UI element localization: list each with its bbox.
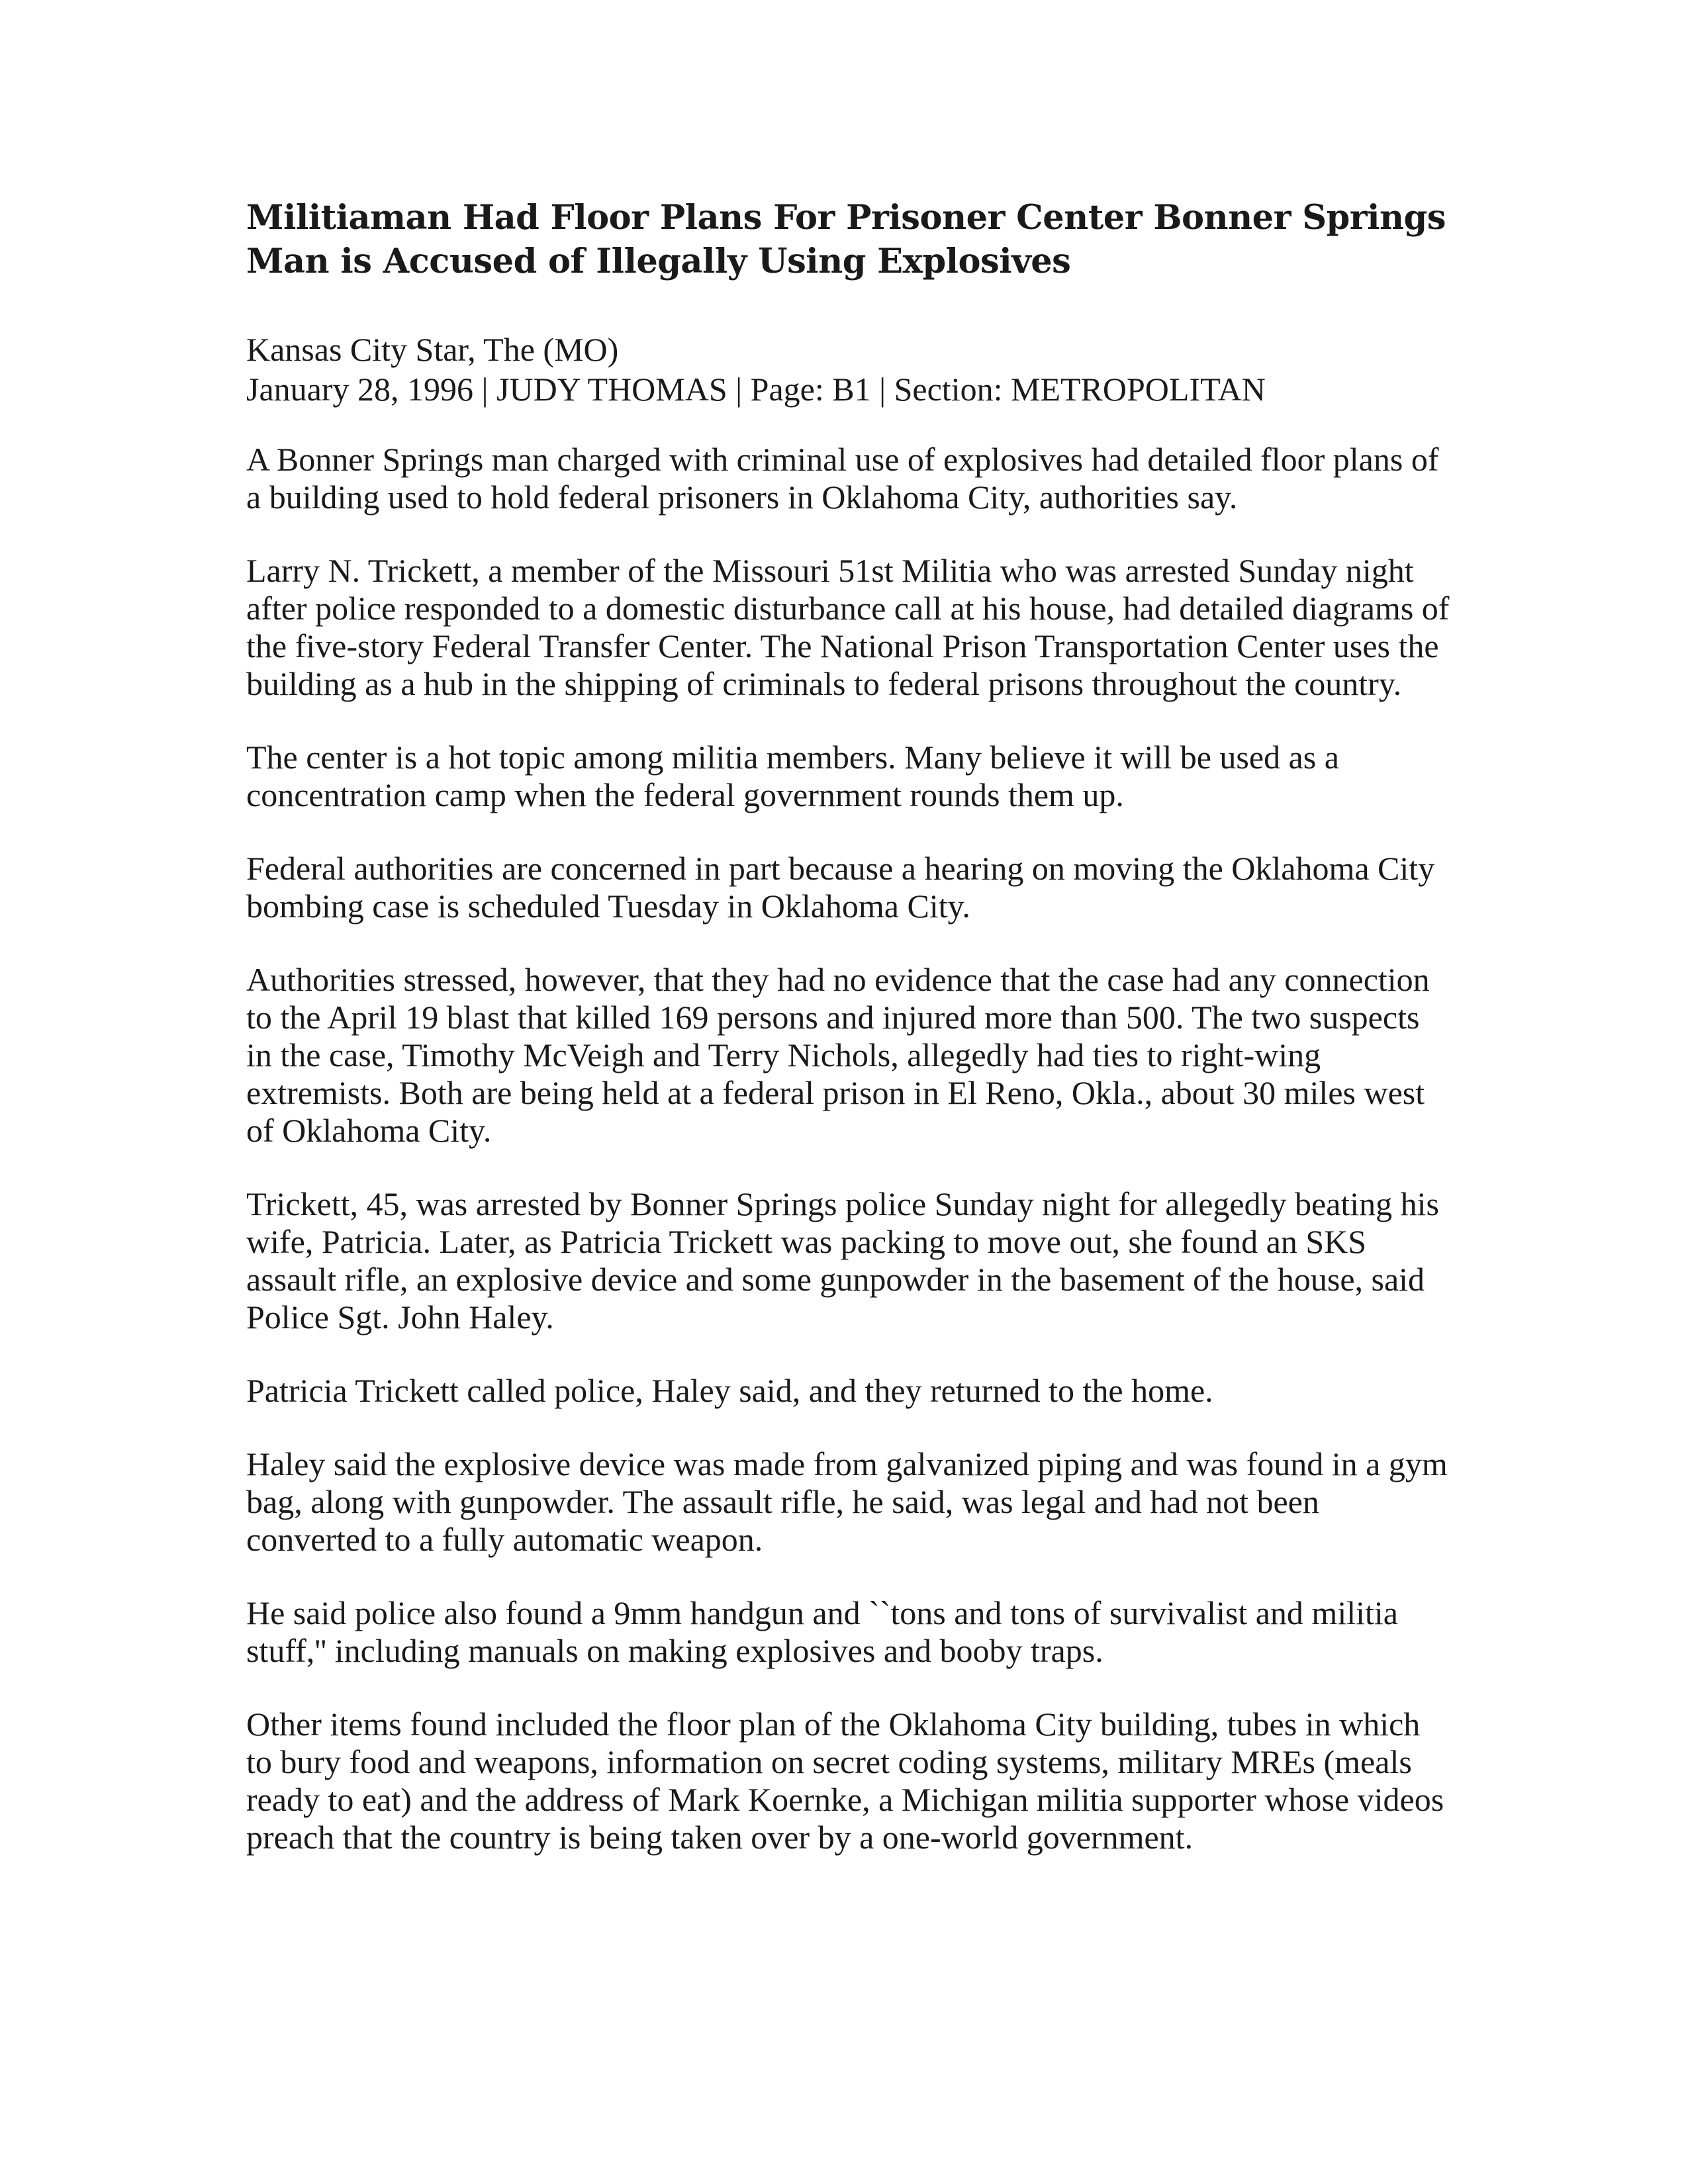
article bbox=[246, 196, 1451, 1892]
article-source: Kansas City Star, The (MO) bbox=[246, 331, 619, 368]
article-meta bbox=[246, 330, 1451, 409]
article-paragraph: Haley said the explosive device was made from galvanized piping and was found in a gym bag, along with gunpowder. The assault rifle, he said, was legal and had not been converted to a fully automatic weapon. bbox=[246, 1445, 1448, 1558]
article-paragraph: Patricia Trickett called police, Haley said, and they returned to the home. bbox=[246, 1372, 1213, 1409]
article-byline: January 28, 1996 | JUDY THOMAS | Page: B1 | Section: METROPOLITAN bbox=[246, 371, 1266, 408]
article-paragraph: He said police also found a 9mm handgun and ``tons and tons of survivalist and militia stuff,'' including manuals on making explosives and booby traps. bbox=[246, 1594, 1398, 1669]
article-paragraph: Federal authorities are concerned in part because a hearing on moving the Oklahoma City bombing case is scheduled Tuesday in Oklahoma City. bbox=[246, 850, 1435, 925]
article-body bbox=[246, 441, 1451, 1856]
article-paragraph: A Bonner Springs man charged with criminal use of explosives had detailed floor plans of a building used to hold federal prisoners in Oklahoma City, authorities say. bbox=[246, 441, 1439, 516]
article-paragraph: The center is a hot topic among militia members. Many believe it will be used as a concentration camp when the federal government rounds them up. bbox=[246, 739, 1339, 813]
article-paragraph: Other items found included the floor plan of the Oklahoma City building, tubes in which to bury food and weapons, information on secret coding systems, military MREs (meals ready to eat) and the address of Mark Koernke, a Michigan militia supporter whose videos preach that the country is being taken over by a one-world government. bbox=[246, 1706, 1444, 1856]
article-paragraph: Trickett, 45, was arrested by Bonner Springs police Sunday night for allegedly beating his wife, Patricia. Later, as Patricia Trickett was packing to move out, she found an SKS assault rifle, an explosive device and some gunpowder in the basement of the house, said Police Sgt. John Haley. bbox=[246, 1185, 1440, 1336]
article-headline: Militiaman Had Floor Plans For Prisoner Center Bonner Springs Man is Accused of Illegally Using Explosives bbox=[246, 198, 1446, 281]
article-paragraph: Larry N. Trickett, a member of the Missouri 51st Militia who was arrested Sunday night after police responded to a domestic disturbance call at his house, had detailed diagrams of the five-story Federal Transfer Center. The National Prison Transportation Center uses the building as a hub in the shipping of criminals to federal prisons throughout the country. bbox=[246, 552, 1450, 702]
article-paragraph: Authorities stressed, however, that they had no evidence that the case had any connection to the April 19 blast that killed 169 persons and injured more than 500. The two suspects in the case, Timothy McVeigh and Terry Nichols, allegedly had ties to right-wing extremists. Both are being held at a federal prison in El Reno, Okla., about 30 miles west of Oklahoma City. bbox=[246, 961, 1430, 1149]
